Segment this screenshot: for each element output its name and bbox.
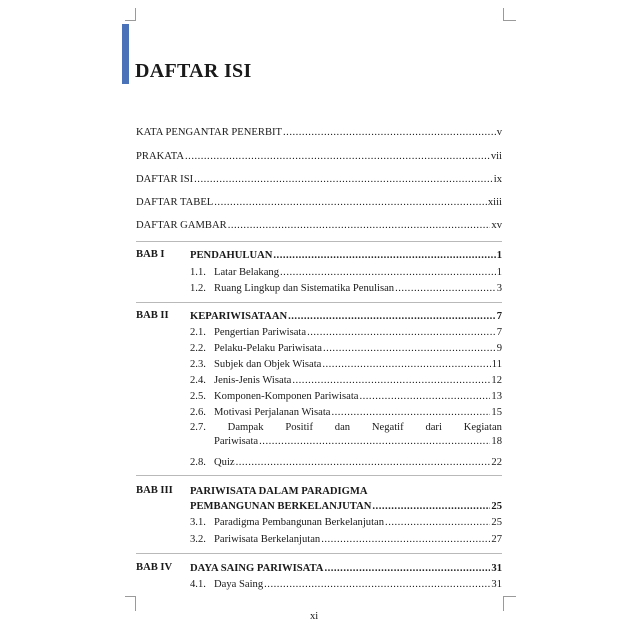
subentry-text: Pariwisata Berkelanjutan — [214, 534, 321, 545]
leader-dots — [185, 150, 490, 163]
chapter-page: 1 — [496, 250, 502, 261]
toc-entry-page: v — [496, 127, 502, 138]
toc-subentry — [190, 266, 502, 279]
chapter-title: PARIWISATA DALAM PARADIGMA — [190, 486, 368, 497]
toc-entry-label: DAFTAR GAMBAR — [136, 220, 227, 231]
toc-entry-label: KATA PENGANTAR PENERBIT — [136, 127, 283, 138]
leader-dots — [322, 358, 490, 371]
leader-dots — [331, 406, 490, 419]
leader-dots — [228, 219, 491, 232]
leader-dots — [288, 310, 496, 323]
chapter-title-row — [190, 249, 502, 262]
subentry-label — [190, 358, 321, 371]
subentry-label — [190, 516, 384, 529]
subentry-page: 11 — [491, 359, 502, 370]
toc-entry-label: DAFTAR ISI — [136, 174, 194, 185]
subentry-number: 2.1. — [190, 327, 206, 338]
leader-dots — [323, 342, 496, 355]
subentry-page: 13 — [491, 391, 502, 402]
subentry-word: dan — [334, 422, 351, 433]
chapter-label: BAB IV — [136, 562, 173, 573]
subentry-label — [190, 406, 330, 419]
chapter-title: PEMBANGUNAN BERKELANJUTAN — [190, 501, 372, 512]
leader-dots — [385, 516, 490, 529]
chapter-title-line1 — [190, 485, 502, 498]
wrapped-second-line — [214, 435, 502, 448]
subentry-number: 2.7. — [190, 422, 206, 433]
chapter-title: KEPARIWISATAAN — [190, 311, 288, 322]
subentry-page: 1 — [496, 267, 502, 278]
subentry-label — [190, 342, 322, 355]
subentry-number: 2.5. — [190, 391, 206, 402]
subentry-label — [190, 456, 235, 469]
toc-subentry — [190, 374, 502, 387]
title-accent-bar — [122, 24, 129, 84]
section-divider — [136, 302, 502, 303]
leader-dots — [359, 390, 490, 403]
chapter-label: BAB I — [136, 249, 165, 260]
subentry-number: 2.8. — [190, 457, 206, 468]
toc-entry-label: DAFTAR TABEL — [136, 197, 214, 208]
subentry-label — [190, 326, 306, 339]
leader-dots — [214, 196, 487, 209]
wrapped-first-line — [190, 421, 502, 435]
leader-dots — [372, 500, 490, 513]
chapter-title: PENDAHULUAN — [190, 250, 273, 261]
leader-dots — [283, 126, 496, 139]
subentry-text: Daya Saing — [214, 579, 264, 590]
leader-dots — [236, 456, 491, 469]
leader-dots — [292, 374, 490, 387]
chapter-title-row — [190, 500, 502, 513]
chapter-title-row — [190, 310, 502, 323]
subentry-word: Positif — [285, 422, 314, 433]
leader-dots — [395, 282, 496, 295]
toc-entry-front — [136, 173, 502, 186]
leader-dots — [324, 562, 490, 575]
page-title: DAFTAR ISI — [135, 60, 252, 82]
subentry-word: dari — [425, 422, 442, 433]
subentry-page: 12 — [491, 375, 502, 386]
subentry-number: 2.4. — [190, 375, 206, 386]
crop-mark-bottom-right — [503, 596, 516, 611]
toc-subentry — [190, 578, 502, 591]
leader-dots — [273, 249, 495, 262]
subentry-label — [190, 533, 320, 546]
toc-subentry — [190, 516, 502, 529]
chapter-page: 31 — [491, 563, 502, 574]
chapter-page: 7 — [496, 311, 502, 322]
subentry-number: 4.1. — [190, 579, 206, 590]
toc-entry-front — [136, 150, 502, 163]
subentry-text: Subjek dan Objek Wisata — [214, 359, 322, 370]
chapter-label: BAB III — [136, 485, 173, 496]
subentry-label — [190, 374, 291, 387]
toc-entry-front — [136, 126, 502, 139]
section-divider — [136, 553, 502, 554]
subentry-text: Pengertian Pariwisata — [214, 327, 307, 338]
page-number: xi — [310, 611, 319, 622]
subentry-number: 2.6. — [190, 407, 206, 418]
subentry-number: 2.2. — [190, 343, 206, 354]
subentry-word: Dampak — [227, 422, 264, 433]
subentry-text: Paradigma Pembangunan Berkelanjutan — [214, 517, 385, 528]
subentry-page: 22 — [491, 457, 502, 468]
chapter-title-row — [190, 562, 502, 575]
toc-entry-label: PRAKATA — [136, 151, 185, 162]
subentry-text: Pariwisata — [214, 436, 259, 447]
toc-subentry — [190, 358, 502, 371]
leader-dots — [264, 578, 490, 591]
subentry-number: 1.2. — [190, 283, 206, 294]
toc-entry-page: xiii — [487, 197, 502, 208]
subentry-word: Negatif — [371, 422, 404, 433]
subentry-text: Latar Belakang — [214, 267, 280, 278]
toc-entry-page: ix — [493, 174, 502, 185]
subentry-number: 1.1. — [190, 267, 206, 278]
leader-dots — [321, 533, 490, 546]
subentry-page: 9 — [496, 343, 502, 354]
subentry-text: Motivasi Perjalanan Wisata — [214, 407, 331, 418]
toc-subentry — [190, 342, 502, 355]
subentry-label — [190, 282, 394, 295]
toc-entry-front — [136, 196, 502, 209]
subentry-label — [190, 390, 358, 403]
subentry-page: 18 — [491, 436, 502, 447]
leader-dots — [259, 435, 490, 448]
toc-subentry — [190, 282, 502, 295]
leader-dots — [194, 173, 493, 186]
subentry-page: 7 — [496, 327, 502, 338]
toc-entry-page: xv — [491, 220, 502, 231]
crop-mark-top-right — [503, 8, 516, 21]
toc-entry-page: vii — [490, 151, 502, 162]
chapter-label: BAB II — [136, 310, 169, 321]
section-divider — [136, 475, 502, 476]
subentry-label — [190, 578, 263, 591]
chapter-page: 25 — [491, 501, 502, 512]
subentry-word: Kegiatan — [463, 422, 502, 433]
subentry-text: Komponen-Komponen Pariwisata — [214, 391, 359, 402]
subentry-text: Pelaku-Pelaku Pariwisata — [214, 343, 322, 354]
subentry-text: Quiz — [214, 457, 235, 468]
toc-subentry-wrapped — [190, 421, 502, 448]
crop-mark-bottom-left — [125, 596, 136, 611]
toc-subentry — [190, 533, 502, 546]
toc-entry-front — [136, 219, 502, 232]
subentry-text: Ruang Lingkup dan Sistematika Penulisan — [214, 283, 395, 294]
toc-subentry — [190, 406, 502, 419]
leader-dots — [307, 326, 496, 339]
crop-mark-top-left — [125, 8, 136, 21]
subentry-label — [190, 266, 279, 279]
toc-subentry — [190, 390, 502, 403]
leader-dots — [280, 266, 496, 279]
toc-subentry — [190, 326, 502, 339]
subentry-number: 2.3. — [190, 359, 206, 370]
subentry-number: 3.2. — [190, 534, 206, 545]
subentry-page: 3 — [496, 283, 502, 294]
chapter-title: DAYA SAING PARIWISATA — [190, 563, 324, 574]
toc-subentry — [190, 456, 502, 469]
subentry-page: 27 — [491, 534, 502, 545]
subentry-number: 3.1. — [190, 517, 206, 528]
subentry-page: 25 — [491, 517, 502, 528]
subentry-page: 15 — [491, 407, 502, 418]
section-divider — [136, 241, 502, 242]
subentry-page: 31 — [491, 579, 502, 590]
subentry-text: Jenis-Jenis Wisata — [214, 375, 292, 386]
